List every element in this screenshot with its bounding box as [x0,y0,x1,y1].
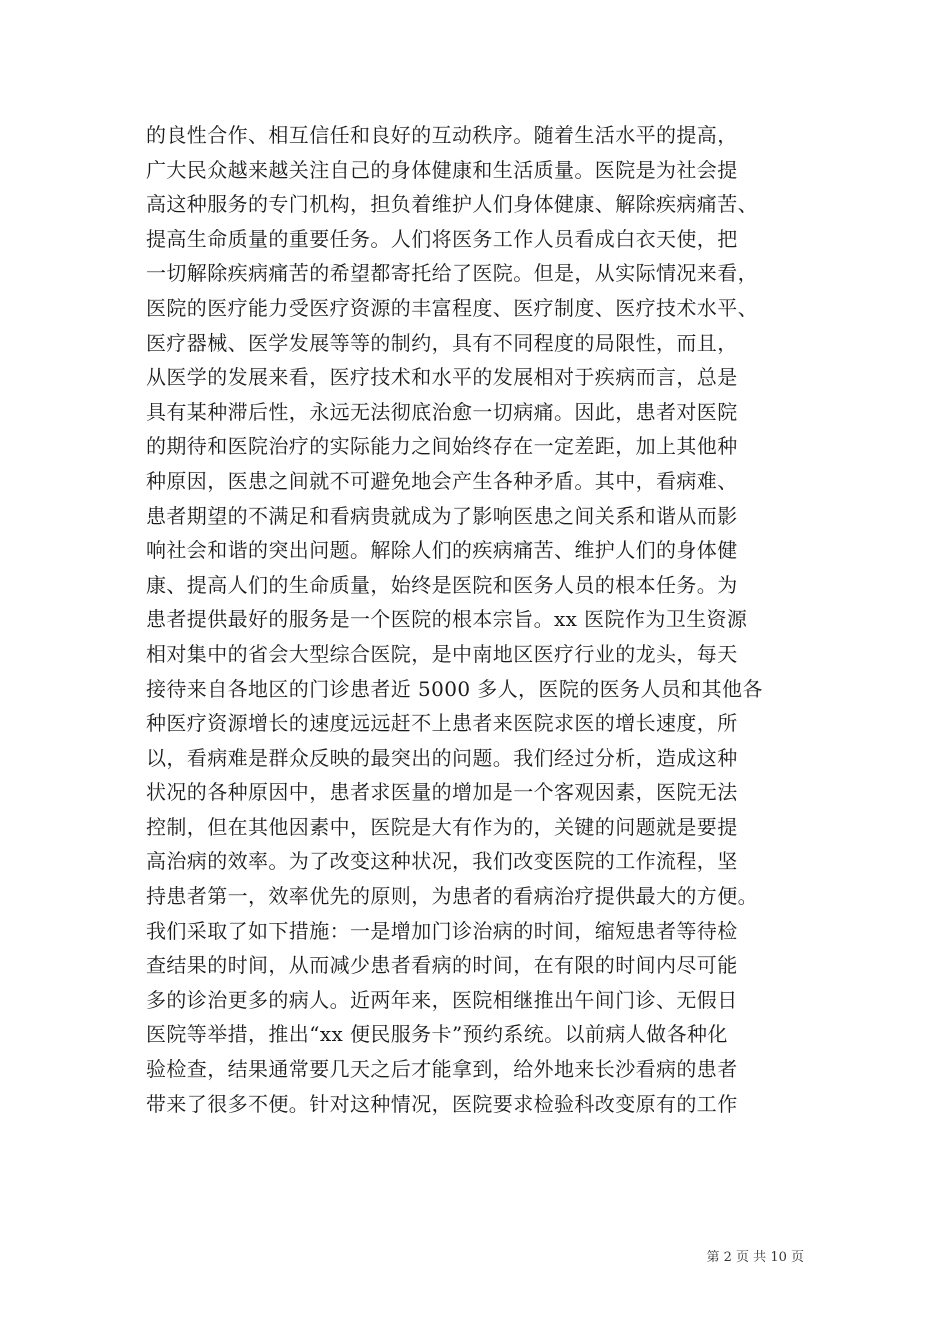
text-line: 持患者第一，效率优先的原则，为患者的看病治疗提供最大的方便。 [146,884,758,909]
text-line: 高治病的效率。为了改变这种状况，我们改变医院的工作流程，坚 [146,849,738,874]
text-line: 广大民众越来越关注自己的身体健康和生活质量。医院是为社会提 [146,157,738,182]
text-line: 具有某种滞后性，永远无法彻底治愈一切病痛。因此，患者对医院 [146,399,738,424]
text-line: 从医学的发展来看，医疗技术和水平的发展相对于疾病而言，总是 [146,365,738,390]
text-line: 种原因，医患之间就不可避免地会产生各种矛盾。其中，看病难、 [146,468,738,493]
text-line: 种医疗资源增长的速度远远赶不上患者来医院求医的增长速度，所 [146,711,738,736]
text-line: 患者期望的不满足和看病贵就成为了影响医患之间关系和谐从而影 [146,503,738,528]
text-line: 我们采取了如下措施：一是增加门诊治病的时间，缩短患者等待检 [146,918,738,943]
text-line: 接待来自各地区的门诊患者近 5000 多人，医院的医务人员和其他各 [146,676,763,701]
text-line: 医院等举措，推出“xx 便民服务卡”预约系统。以前病人做各种化 [146,1022,728,1047]
text-line: 查结果的时间，从而减少患者看病的时间，在有限的时间内尽可能 [146,953,738,978]
text-line: 提高生命质量的重要任务。人们将医务工作人员看成白衣天使，把 [146,226,738,251]
text-line: 患者提供最好的服务是一个医院的根本宗旨。xx 医院作为卫生资源 [146,607,748,632]
text-line: 以，看病难是群众反映的最突出的问题。我们经过分析，造成这种 [146,745,738,770]
text-line: 带来了很多不便。针对这种情况，医院要求检验科改变原有的工作 [146,1091,738,1116]
text-line: 的良性合作、相互信任和良好的互动秩序。随着生活水平的提高， [146,123,738,147]
text-line: 相对集中的省会大型综合医院，是中南地区医疗行业的龙头，每天 [146,641,738,666]
text-line: 高这种服务的专门机构，担负着维护人们身体健康、解除疾病痛苦、 [146,192,758,217]
text-line: 一切解除疾病痛苦的希望都寄托给了医院。但是，从实际情况来看， [146,261,758,286]
page-number-footer: 第 2 页 共 10 页 [706,1250,804,1265]
text-line: 的期待和医院治疗的实际能力之间始终存在一定差距，加上其他种 [146,434,738,459]
text-line: 康、提高人们的生命质量，始终是医院和医务人员的根本任务。为 [146,572,738,597]
text-line: 医院的医疗能力受医疗资源的丰富程度、医疗制度、医疗技术水平、 [146,295,758,320]
text-line: 多的诊治更多的病人。近两年来，医院相继推出午间门诊、无假日 [146,987,738,1012]
text-line: 响社会和谐的突出问题。解除人们的疾病痛苦、维护人们的身体健 [146,538,738,563]
text-line: 控制，但在其他因素中，医院是大有作为的，关键的问题就是要提 [146,814,738,839]
body-text [146,118,836,1121]
text-line: 状况的各种原因中，患者求医量的增加是一个客观因素，医院无法 [146,780,738,805]
text-line: 验检查，结果通常要几天之后才能拿到，给外地来长沙看病的患者 [146,1057,738,1082]
text-line: 医疗器械、医学发展等等的制约，具有不同程度的局限性，而且， [146,330,738,355]
